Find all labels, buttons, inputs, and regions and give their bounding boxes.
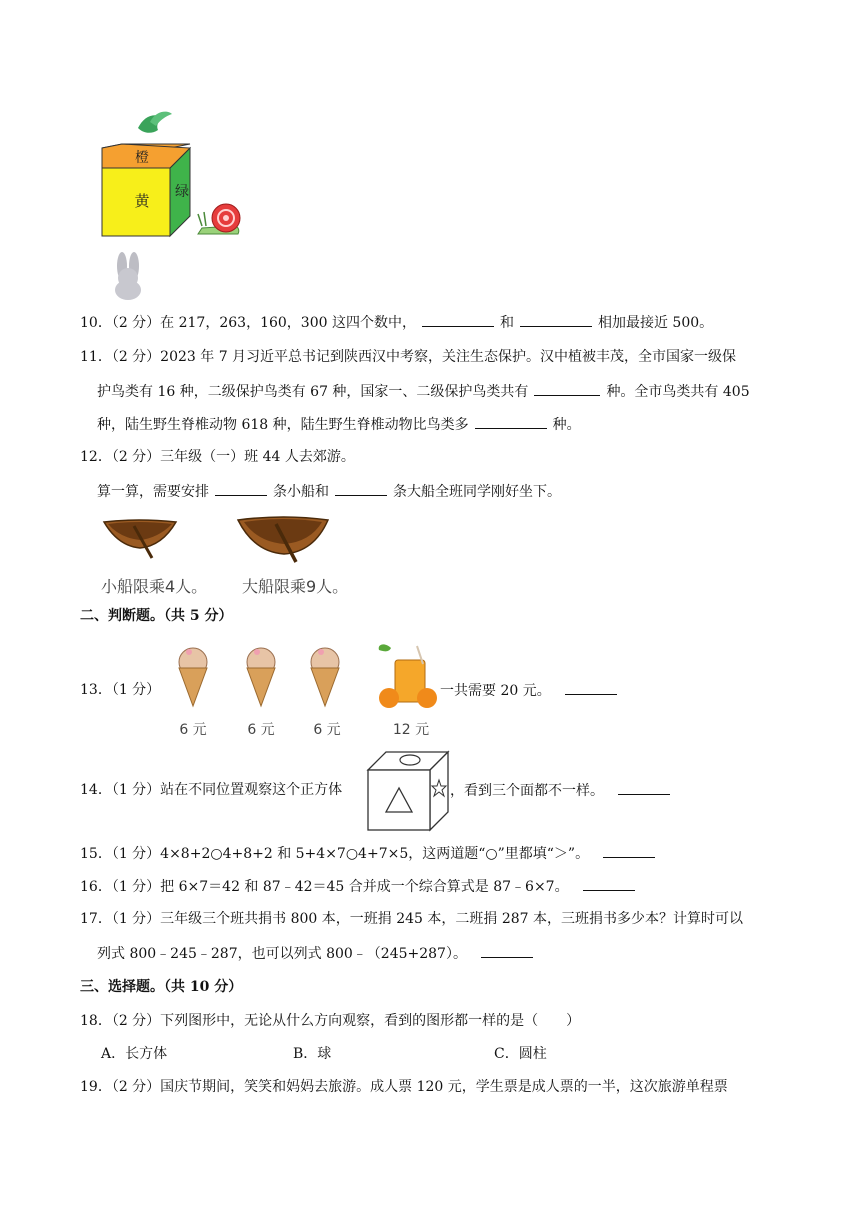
juice-icon <box>379 644 437 708</box>
ice-cream-icon <box>311 648 339 706</box>
question-14-label: 14．（1 分）站在不同位置观察这个正方体 <box>80 782 343 798</box>
answer-blank[interactable] <box>215 481 267 496</box>
question-16: 16．（1 分）把 6×7＝42 和 87﹣42＝45 合并成一个综合算式是 87﹣6×7。 <box>80 876 641 897</box>
option-b[interactable]: B．球 <box>293 1046 332 1062</box>
section-3-title: 三、选择题。（共 10 分） <box>80 979 243 995</box>
bird-icon <box>138 112 172 133</box>
cube-front-label: 黄 <box>134 192 150 210</box>
judgement-blank[interactable] <box>603 843 655 858</box>
answer-blank[interactable] <box>520 312 592 327</box>
small-boat-caption: 小船限乘4人。 <box>101 577 208 596</box>
option-c[interactable]: C．圆柱 <box>494 1046 547 1062</box>
question-10: 10．（2 分）在 217，263，160，300 这四个数中， 和 相加最接近 500。 <box>80 312 713 333</box>
cube-side-label: 绿 <box>175 184 189 200</box>
question-11-line-2: 护鸟类有 16 种，二级保护鸟类有 67 种，国家一、二级保护鸟类共有 种。全市鸟类共有 405 <box>97 381 750 402</box>
cube-observation-figure <box>98 108 250 300</box>
ice-cream-icon <box>247 648 275 706</box>
answer-blank[interactable] <box>422 312 494 327</box>
ice-cream-icon <box>179 648 207 706</box>
rabbit-icon <box>115 252 141 300</box>
price-label: 6 元 <box>247 722 275 738</box>
question-12-line-2: 算一算，需要安排 条小船和 条大船全班同学刚好坐下。 <box>97 481 561 502</box>
question-17-line-2: 列式 800﹣245﹣287，也可以列式 800﹣（245+287）。 <box>97 943 539 964</box>
question-14-text: ，看到三个面都不一样。 <box>450 780 676 801</box>
snail-icon <box>198 204 240 234</box>
big-boat-icon <box>238 517 328 562</box>
question-13-text: 一共需要 20 元。 <box>440 680 623 701</box>
answer-blank[interactable] <box>475 414 547 429</box>
question-15: 15．（1 分）4×8+2○4+8+2 和 5+4×7○4+7×5，这两道题“○”里都填“＞”。 <box>80 843 661 864</box>
judgement-blank[interactable] <box>583 876 635 891</box>
cube-shapes-figure <box>366 748 450 832</box>
big-boat-caption: 大船限乘9人。 <box>242 577 349 596</box>
question-17-line-1: 17．（1 分）三年级三个班共捐书 800 本，一班捐 245 本，二班捐 287 本，三班捐书多少本？计算时可以 <box>80 911 744 927</box>
section-2-title: 二、判断题。（共 5 分） <box>80 608 233 624</box>
question-11-line-1: 11．（2 分）2023 年 7 月习近平总书记到陕西汉中考察，关注生态保护。汉中植被丰茂，全市国家一级保 <box>80 349 737 365</box>
answer-blank[interactable] <box>534 381 600 396</box>
price-label: 12 元 <box>392 722 430 738</box>
price-items-figure <box>165 640 440 740</box>
price-label: 6 元 <box>313 722 341 738</box>
cube-top-label: 橙 <box>135 150 149 166</box>
judgement-blank[interactable] <box>618 780 670 795</box>
judgement-blank[interactable] <box>481 943 533 958</box>
question-12-line-1: 12．（2 分）三年级（一）班 44 人去郊游。 <box>80 449 355 465</box>
question-11-line-3: 种，陆生野生脊椎动物 618 种，陆生野生脊椎动物比鸟类多 种。 <box>97 414 581 435</box>
small-boat-icon <box>104 520 176 558</box>
option-a[interactable]: A．长方体 <box>101 1046 168 1062</box>
question-19-line-1: 19．（2 分）国庆节期间，笑笑和妈妈去旅游。成人票 120 元，学生票是成人票的一半，这次旅游单程票 <box>80 1079 728 1095</box>
question-18: 18．（2 分）下列图形中，无论从什么方向观察，看到的图形都一样的是（ ） <box>80 1013 581 1029</box>
question-13-label: 13．（1 分） <box>80 682 161 698</box>
judgement-blank[interactable] <box>565 680 617 695</box>
price-label: 6 元 <box>179 722 207 738</box>
answer-blank[interactable] <box>335 481 387 496</box>
